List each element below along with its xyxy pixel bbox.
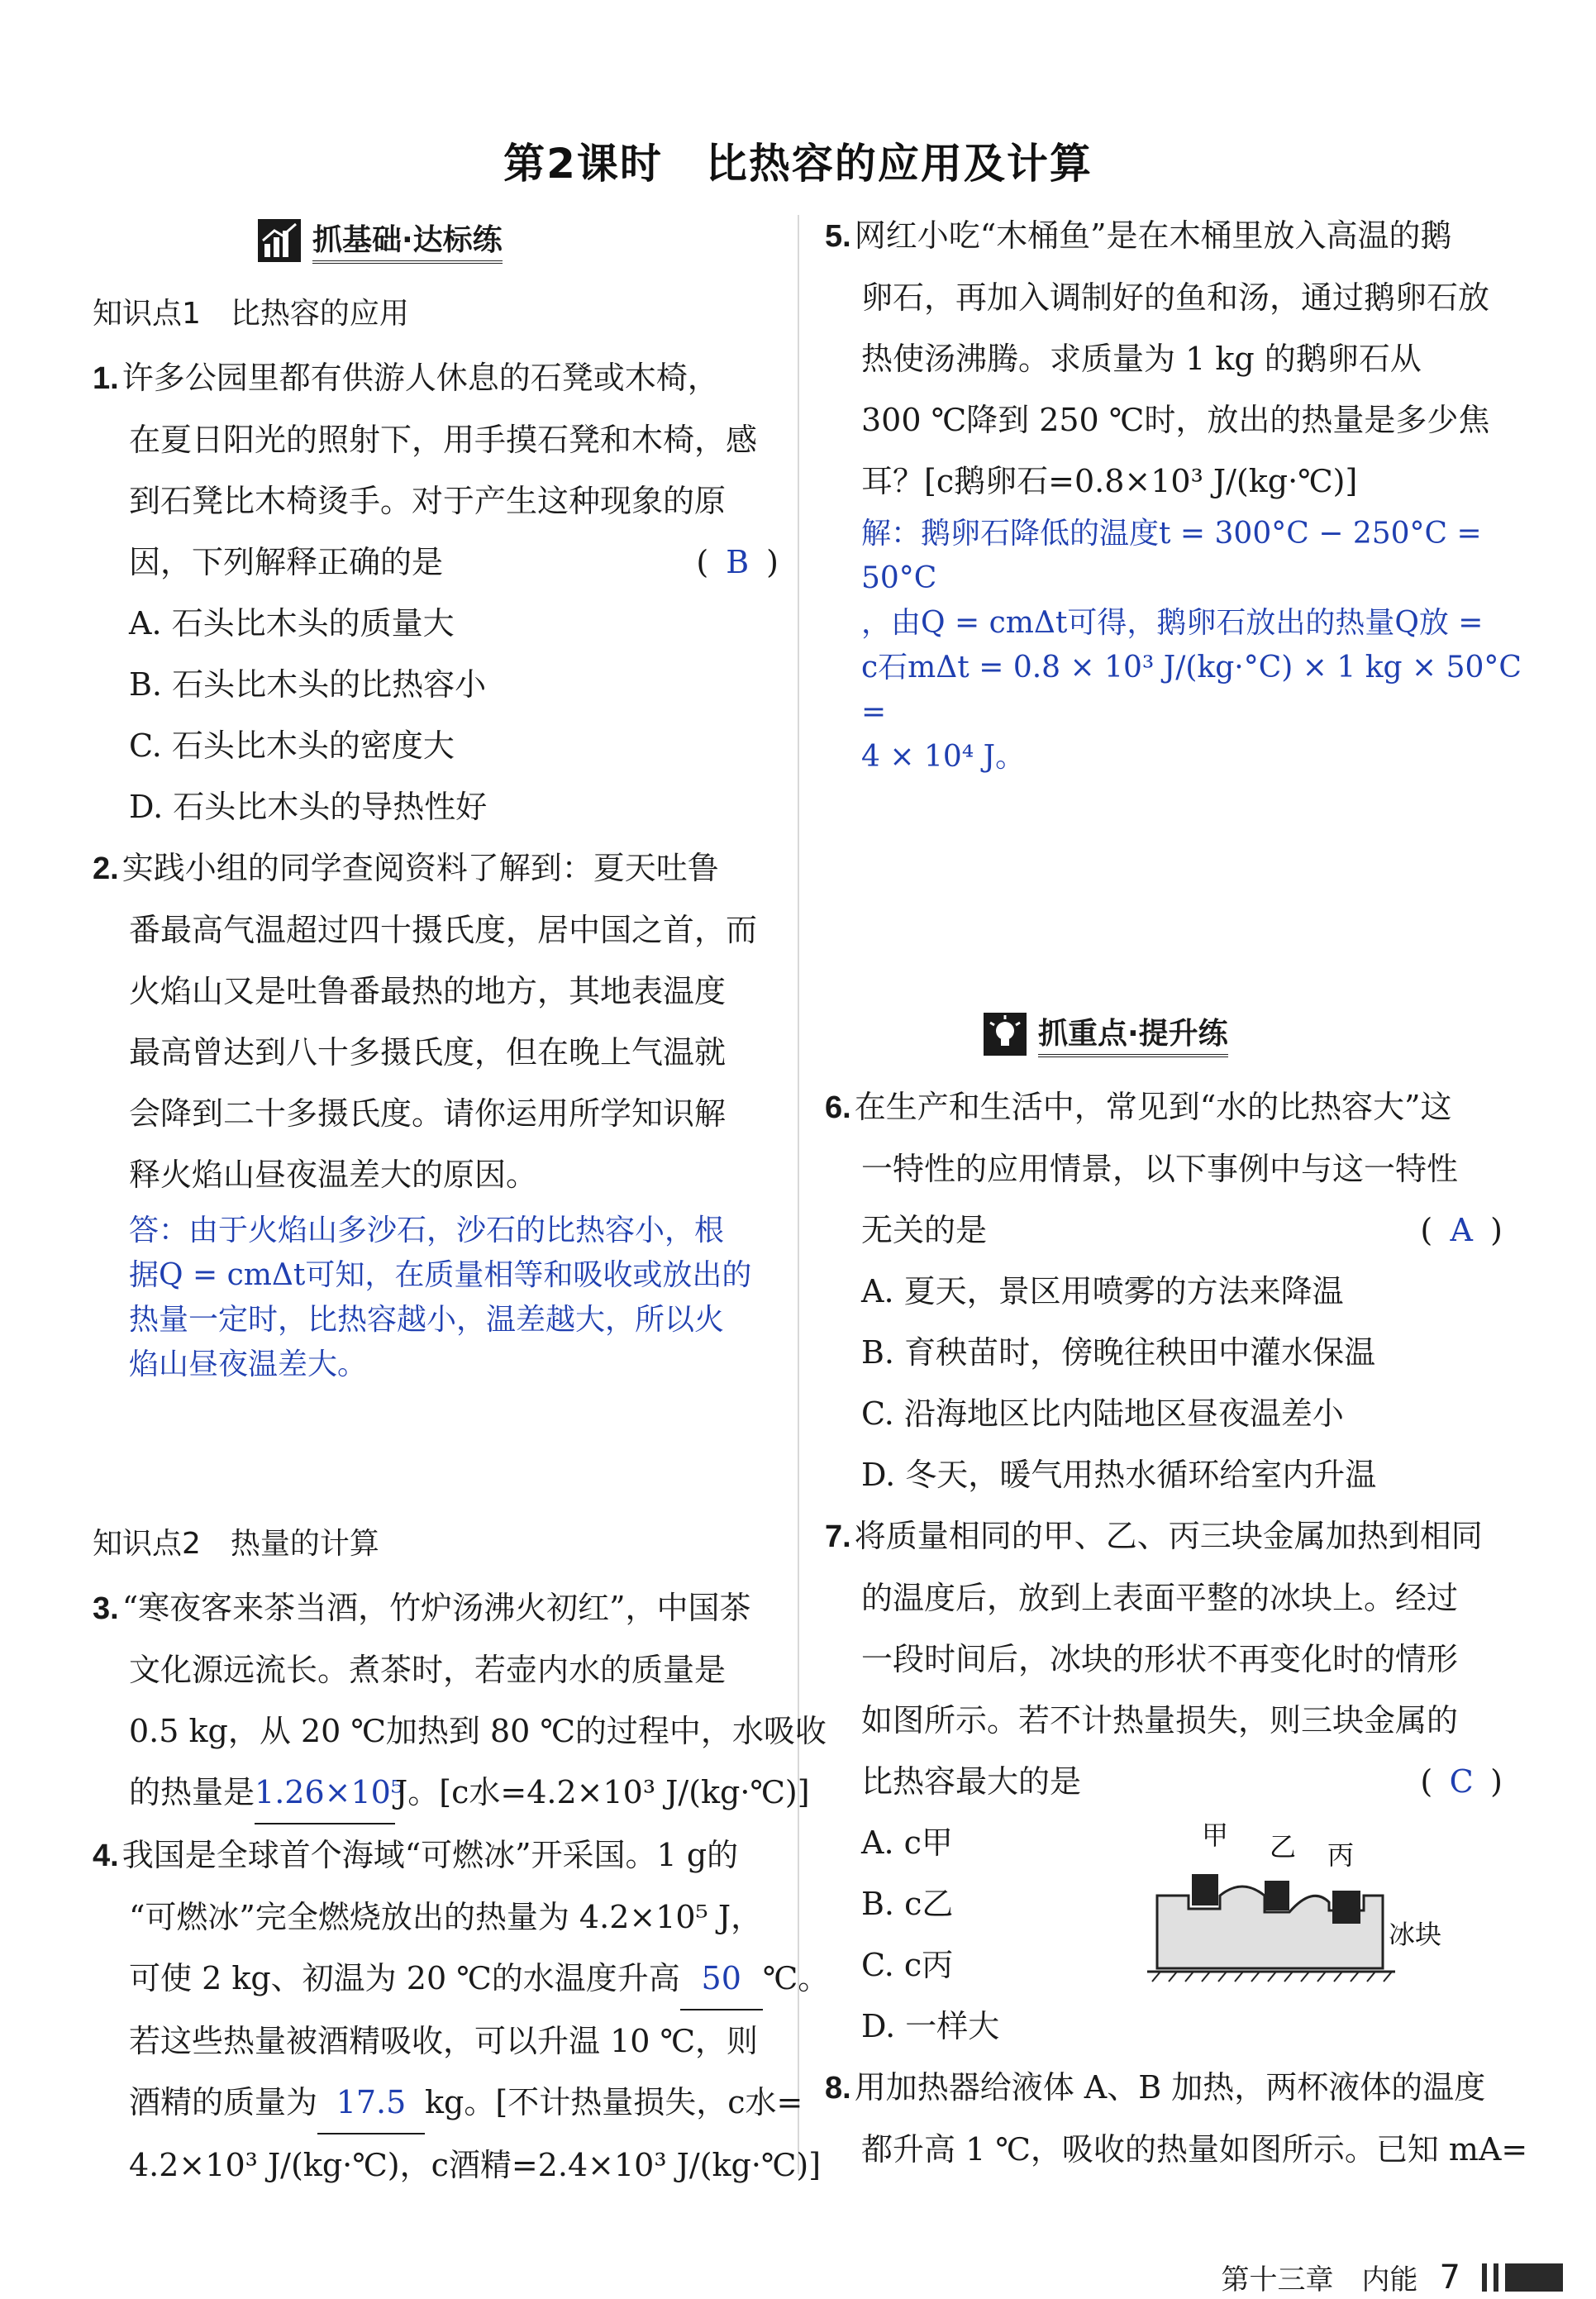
answer-line: 焰山昼夜温差大。	[129, 1347, 368, 1381]
footer-bars	[1482, 2263, 1563, 2292]
question-text: 若这些热量被酒精吸收，可以升温 10 ℃，则	[129, 2023, 759, 2059]
section-banner-label: 抓重点·提升练	[1038, 1010, 1228, 1057]
question-text: 可使 2 kg、初温为 20 ℃的水温度升高	[129, 1960, 680, 1996]
handwritten-answer	[93, 1209, 779, 1387]
page-title: 第2课时 比热容的应用及计算	[503, 140, 1093, 188]
question-text: 0.5 kg，从 20 ℃加热到 80 ℃的过程中，水吸收	[129, 1713, 827, 1749]
question-7	[825, 1505, 1503, 2057]
question-2	[93, 837, 779, 1387]
question-text: kg。[不计热量损失，c水=	[425, 2084, 803, 2120]
question-text: 因，下列解释正确的是	[129, 544, 444, 580]
option: B. c乙	[861, 1886, 954, 1922]
option: C. 石头比木头的密度大	[129, 727, 455, 764]
label-jia: 甲	[1202, 1820, 1229, 1851]
question-text: 释火焰山昼夜温差大的原因。	[129, 1157, 538, 1193]
question-1	[93, 347, 779, 837]
ground-hatch	[1152, 1972, 1392, 1982]
question-text: 番最高气温超过四十摄氏度，居中国之首，而	[129, 912, 758, 948]
column-divider	[798, 215, 799, 2174]
knowledge-point-2: 知识点2 热量的计算	[93, 1527, 379, 1561]
question-text: 我国是全球首个海域“可燃冰”开采国。1 g的	[121, 1837, 739, 1873]
page-footer	[1222, 2257, 1563, 2297]
question-text: 一段时间后，冰块的形状不再变化时的情形	[861, 1641, 1459, 1677]
question-number: 3.	[93, 1591, 119, 1626]
question-text: 在夏日阳光的照射下，用手摸石凳和木椅，感	[129, 422, 758, 458]
answer-line: c石mΔt = 0.8 × 10³ J/(kg·°C) × 1 kg × 50°C =	[861, 651, 1522, 729]
question-4	[93, 1824, 830, 2196]
question-number: 4.	[93, 1839, 119, 1873]
answer-paren: ( C )	[1420, 1751, 1503, 1812]
answer-line: 4 × 10⁴ J。	[861, 740, 1026, 774]
question-number: 7.	[825, 1519, 851, 1554]
question-text: “寒夜客来茶当酒，竹炉汤沸火初红”，中国茶	[121, 1590, 751, 1626]
answer-paren: ( A )	[1420, 1200, 1503, 1261]
question-text: 一特性的应用情景，以下事例中与这一特性	[861, 1151, 1459, 1187]
answer-line: 答：由于火焰山多沙石，沙石的比热容小，根	[129, 1214, 725, 1247]
question-text: 许多公园里都有供游人休息的石凳或木椅，	[121, 360, 719, 396]
answer-line: 解：鹅卵石降低的温度t = 300°C − 250°C = 50°C	[861, 517, 1482, 595]
answer-choice: B	[726, 544, 750, 580]
fill-blank-answer: 1.26×10⁵	[255, 1762, 395, 1824]
question-text: 到石凳比木椅烫手。对于产生这种现象的原	[129, 483, 727, 519]
question-number: 6.	[825, 1090, 851, 1125]
question-number: 2.	[93, 851, 119, 886]
ice-block-figure	[1147, 1820, 1478, 2034]
question-text: “可燃冰”完全燃烧放出的热量为 4.2×10⁵ J，	[129, 1899, 763, 1935]
answer-line: 据Q = cmΔt可知，在质量相等和吸收或放出的	[129, 1258, 752, 1292]
question-5	[825, 205, 1536, 780]
question-text: 实践小组的同学查阅资料了解到：夏天吐鲁	[121, 850, 719, 886]
option: B. 石头比木头的比热容小	[129, 666, 487, 703]
question-text: 卵石，再加入调制好的鱼和汤，通过鹅卵石放	[861, 279, 1490, 316]
metal-yi	[1265, 1881, 1289, 1910]
label-bing: 丙	[1327, 1839, 1355, 1871]
section-banner-label: 抓基础·达标练	[312, 217, 503, 264]
fill-blank-answer: 17.5	[317, 2072, 425, 2134]
metal-jia	[1192, 1874, 1218, 1905]
option: A. c甲	[861, 1824, 953, 1861]
question-text: 的温度后，放到上表面平整的冰块上。经过	[861, 1580, 1459, 1616]
option: D. 石头比木头的导热性好	[129, 789, 488, 825]
section-banner-advanced	[984, 1010, 1228, 1057]
question-8	[825, 2057, 1528, 2180]
knowledge-point-1: 知识点1 比热容的应用	[93, 297, 409, 331]
option: A. 石头比木头的质量大	[129, 605, 455, 642]
question-text: 比热容最大的是	[861, 1763, 1082, 1800]
question-text: 火焰山又是吐鲁番最热的地方，其地表温度	[129, 973, 727, 1009]
question-text: 4.2×10³ J/(kg·℃)，c酒精=2.4×10³ J/(kg·℃)]	[129, 2147, 822, 2183]
question-text: 会降到二十多摄氏度。请你运用所学知识解	[129, 1095, 727, 1132]
question-text: 无关的是	[861, 1212, 988, 1248]
question-text: 热使汤沸腾。求质量为 1 kg 的鹅卵石从	[861, 341, 1422, 377]
question-text: 最高曾达到八十多摄氏度，但在晚上气温就	[129, 1034, 727, 1071]
question-number: 1.	[93, 361, 119, 396]
question-text: J。[c水=4.2×10³ J/(kg·℃)]	[395, 1774, 810, 1810]
question-text: 酒精的质量为	[129, 2084, 318, 2120]
answer-line: ，由Q = cmΔt可得，鹅卵石放出的热量Q放 =	[861, 606, 1484, 640]
left-column	[93, 281, 830, 2196]
question-text: 文化源远流长。煮茶时，若壶内水的质量是	[129, 1652, 727, 1688]
answer-choice: C	[1449, 1763, 1474, 1800]
question-text: 将质量相同的甲、乙、丙三块金属加热到相同	[854, 1518, 1483, 1554]
page-number: 7	[1439, 2258, 1460, 2297]
label-yi: 乙	[1270, 1831, 1297, 1863]
option: D. 一样大	[861, 2008, 1000, 2044]
question-3	[93, 1577, 827, 1824]
right-column	[825, 205, 1536, 780]
question-text: 用加热器给液体 A、B 加热，两杯液体的温度	[854, 2069, 1486, 2106]
metal-bing	[1332, 1891, 1360, 1924]
question-number: 5.	[825, 219, 851, 254]
lightbulb-icon	[984, 1013, 1027, 1056]
question-text: 300 ℃降到 250 ℃时，放出的热量是多少焦	[861, 402, 1490, 438]
bar-chart-icon	[258, 219, 301, 262]
question-text: 网红小吃“木桶鱼”是在木桶里放入高温的鹅	[854, 217, 1452, 254]
answer-paren: ( B )	[696, 532, 779, 593]
question-text: 都升高 1 ℃，吸收的热量如图所示。已知 mA=	[861, 2131, 1528, 2168]
answer-choice: A	[1450, 1212, 1473, 1248]
option: C. c丙	[861, 1947, 954, 1983]
option: A. 夏天，景区用喷雾的方法来降温	[861, 1273, 1344, 1309]
option: C. 沿海地区比内陆地区昼夜温差小	[861, 1395, 1344, 1432]
option: D. 冬天，暖气用热水循环给室内升温	[861, 1457, 1377, 1493]
section-banner-basic	[258, 217, 503, 264]
label-ice: 冰块	[1389, 1919, 1442, 1950]
chapter-label: 第十三章 内能	[1221, 2263, 1418, 2297]
question-text: ℃。	[762, 1960, 830, 1996]
answer-line: 热量一定时，比热容越小，温差越大，所以火	[129, 1303, 725, 1337]
question-number: 8.	[825, 2071, 851, 2106]
option: B. 育秧苗时，傍晚往秧田中灌水保温	[861, 1334, 1376, 1371]
question-text: 如图所示。若不计热量损失，则三块金属的	[861, 1702, 1459, 1739]
question-text: 的热量是	[129, 1774, 255, 1810]
right-column-lower	[825, 1076, 1528, 2180]
question-6	[825, 1076, 1503, 1505]
question-text: 耳？[c鹅卵石=0.8×10³ J/(kg·℃)]	[861, 463, 1358, 499]
handwritten-answer	[825, 512, 1536, 780]
question-text: 在生产和生活中，常见到“水的比热容大”这	[854, 1089, 1452, 1125]
fill-blank-answer: 50	[680, 1948, 763, 2010]
